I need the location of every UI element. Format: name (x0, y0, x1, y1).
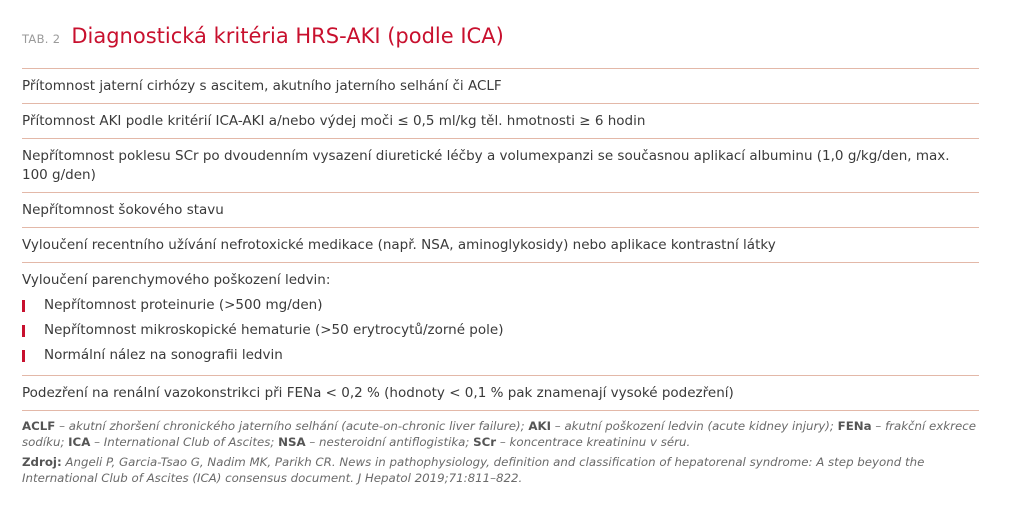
abbr-term: FENa (837, 419, 872, 433)
abbr-term: ICA (68, 435, 91, 449)
criteria-row-parenchymal (22, 263, 979, 376)
list-item-text: Nepřítomnost mikroskopické hematurie (>50 erytrocytů/zorné pole) (44, 322, 504, 338)
list-item (22, 318, 979, 343)
abbr-def: – akutní poškození ledvin (acute kidney injury); (551, 419, 838, 433)
abbr-def: – koncentrace kreatininu v séru. (496, 435, 691, 449)
criteria-row: Nepřítomnost poklesu SCr po dvoudenním vysazení diuretické léčby a volumexpanzi se současnou aplikací albuminu (1,0 g/kg/den, max. 100 g/den) (22, 139, 979, 193)
table-header (22, 24, 979, 60)
table-notes (22, 418, 979, 486)
abbr-term: ACLF (22, 419, 56, 433)
bullet-marker-icon (22, 300, 25, 312)
source-label: Zdroj: (22, 455, 62, 469)
abbr-term: NSA (278, 435, 306, 449)
source-note (22, 454, 979, 486)
criteria-row: Přítomnost AKI podle kritérií ICA-AKI a/nebo výdej moči ≤ 0,5 ml/kg těl. hmotnosti ≥ 6 hodin (22, 104, 979, 139)
abbreviations-note (22, 418, 979, 450)
criteria-row: Vyloučení recentního užívání nefrotoxické medikace (např. NSA, aminoglykosidy) nebo aplikace kontrastní látky (22, 228, 979, 263)
abbr-def: – frakční exkrece sodíku; (22, 419, 976, 449)
criteria-row: Přítomnost jaterní cirhózy s ascitem, akutního jaterního selhání či ACLF (22, 69, 979, 104)
bullet-marker-icon (22, 350, 25, 362)
table-title: Diagnostická kritéria HRS-AKI (podle ICA) (71, 24, 504, 48)
bullet-marker-icon (22, 325, 25, 337)
bullet-list (22, 293, 979, 368)
table-container (22, 24, 979, 490)
list-item-text: Nepřítomnost proteinurie (>500 mg/den) (44, 297, 323, 313)
criteria-row: Podezření na renální vazokonstrikci při FENa < 0,2 % (hodnoty < 0,1 % pak znamenají vysoké podezření) (22, 376, 979, 411)
criteria-table (22, 68, 979, 411)
tab-label: TAB. 2 (22, 32, 61, 46)
abbr-term: SCr (473, 435, 497, 449)
parenchymal-heading: Vyloučení parenchymového poškození ledvin: (22, 272, 331, 288)
list-item (22, 293, 979, 318)
source-text: Angeli P, Garcia-Tsao G, Nadim MK, Parikh CR. News in pathophysiology, definition and classification of hepatorenal syndrome: A step beyond the International Club of Ascites (ICA) consensus document. J Hepatol 2019;71:811–822. (22, 455, 925, 485)
abbr-def: – International Club of Ascites; (90, 435, 279, 449)
list-item-text: Normální nález na sonografii ledvin (44, 347, 283, 363)
criteria-row: Nepřítomnost šokového stavu (22, 193, 979, 228)
abbr-term: AKI (528, 419, 552, 433)
list-item (22, 343, 979, 368)
abbr-def: – akutní zhoršení chronického jaterního selhání (acute-on-chronic liver failure); (55, 419, 529, 433)
abbr-def: – nesteroidní antiflogistika; (305, 435, 474, 449)
